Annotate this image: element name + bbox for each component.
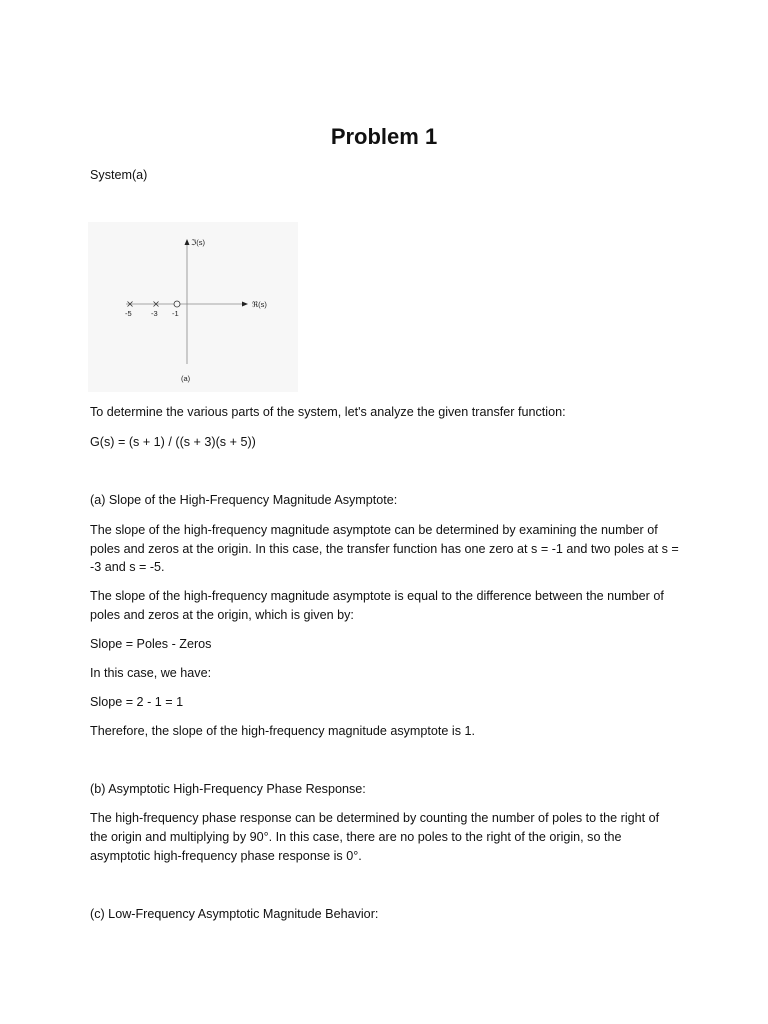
section-c-heading: (c) Low-Frequency Asymptotic Magnitude Behavior: bbox=[90, 907, 379, 921]
section-b-paragraph-line-3: asymptotic high-frequency phase response is 0°. bbox=[90, 849, 362, 863]
section-a-conclusion: Therefore, the slope of the high-frequency magnitude asymptote is 1. bbox=[90, 724, 476, 738]
section-a-paragraph-2-line-1: The slope of the high-frequency magnitude asymptote is equal to the difference between the number of bbox=[90, 589, 664, 603]
section-b-heading: (b) Asymptotic High-Frequency Phase Response: bbox=[90, 782, 366, 796]
imaginary-axis-label: ℑ(s) bbox=[191, 238, 205, 247]
tick-label-minus-5: -5 bbox=[125, 309, 132, 318]
zero-marker-minus-1 bbox=[174, 301, 180, 307]
section-a-paragraph-2-line-2: poles and zeros at the origin, which is given by: bbox=[90, 608, 354, 622]
imaginary-axis-arrow-icon bbox=[185, 239, 190, 245]
section-b-paragraph-line-2: the origin and multiplying by 90°. In this case, there are no poles to the right of the origin, so the bbox=[90, 830, 622, 844]
figure-caption: (a) bbox=[181, 374, 191, 383]
tick-label-minus-1: -1 bbox=[172, 309, 179, 318]
transfer-function: G(s) = (s + 1) / ((s + 3)(s + 5)) bbox=[90, 435, 256, 449]
section-a-paragraph-1-line-3: -3 and s = -5. bbox=[90, 560, 165, 574]
in-this-case-text: In this case, we have: bbox=[90, 666, 212, 680]
slope-value: Slope = 2 - 1 = 1 bbox=[90, 695, 184, 709]
page-title: Problem 1 bbox=[330, 124, 438, 149]
section-a-paragraph-1-line-1: The slope of the high-frequency magnitude asymptote can be determined by examining the number of bbox=[90, 523, 658, 537]
system-label: System(a) bbox=[90, 168, 148, 182]
section-b-paragraph-line-1: The high-frequency phase response can be determined by counting the number of poles to the right of bbox=[90, 811, 660, 825]
pole-zero-plot-svg bbox=[88, 222, 298, 392]
real-axis-label: ℜ(s) bbox=[252, 300, 267, 309]
tick-label-minus-3: -3 bbox=[151, 309, 158, 318]
pole-zero-plot bbox=[88, 222, 298, 392]
section-a-heading: (a) Slope of the High-Frequency Magnitude Asymptote: bbox=[90, 493, 398, 507]
intro-text: To determine the various parts of the system, let's analyze the given transfer function: bbox=[90, 405, 566, 419]
slope-formula: Slope = Poles - Zeros bbox=[90, 637, 212, 651]
real-axis-arrow-icon bbox=[242, 302, 248, 307]
section-a-paragraph-1-line-2: poles and zeros at the origin. In this case, the transfer function has one zero at s = -1 and two poles at s = bbox=[90, 542, 679, 556]
